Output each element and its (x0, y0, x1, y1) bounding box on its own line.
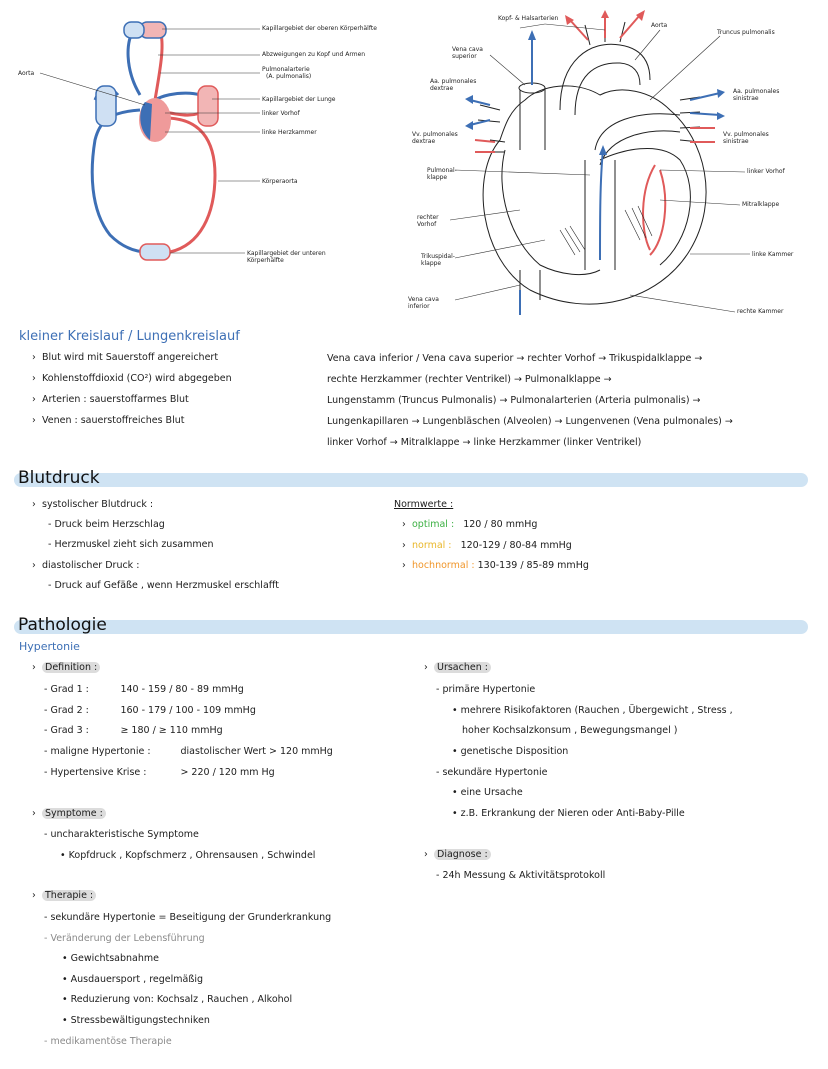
label-rechter-vorhof: rechter Vorhof (417, 214, 439, 228)
kreislauf-bullet: › Arterien : sauerstoffarmes Blut (32, 394, 189, 405)
kreislauf-title: kleiner Kreislauf / Lungenkreislauf (19, 329, 240, 344)
sys-item: - Druck beim Herzschlag (48, 519, 165, 530)
label-heart-aorta: Aorta (651, 22, 668, 29)
label-kapillar-unten: Kapillargebiet der unteren Körperhälfte (247, 250, 326, 264)
sekundaer-item: - sekundäre Hypertonie (436, 767, 548, 778)
heart-diagram (0, 0, 828, 330)
label-vv-pulm-dext: Vv. pulmonales dextrae (412, 131, 458, 145)
ursachen-heading: › Ursachen : (424, 662, 491, 673)
therapie-item: - sekundäre Hypertonie = Beseitigung der Grunderkrankung (44, 912, 332, 923)
label-vena-cava-sup: Vena cava superior (452, 46, 483, 60)
normwert-optimal: › optimal : 120 / 80 mmHg (402, 519, 538, 530)
label-rechte-kammer: rechte Kammer (737, 308, 784, 315)
pathologie-title: Pathologie (18, 615, 107, 635)
flow-line: Lungenkapillaren → Lungenbläschen (Alveolen) → Lungenvenen (Vena pulmonales) → (327, 416, 733, 427)
label-vena-cava-inf: Vena cava inferior (408, 296, 439, 310)
definition-row: - maligne Hypertonie : diastolischer Wert > 120 mmHg (44, 746, 333, 757)
diagnose-item: - 24h Messung & Aktivitätsprotokoll (436, 870, 606, 881)
flow-line: Lungenstamm (Truncus Pulmonalis) → Pulmonalarterien (Arteria pulmonalis) → (327, 395, 701, 406)
pathologie-band (14, 620, 808, 634)
label-kopf-hals: Kopf- & Halsarterien (498, 15, 559, 22)
label-koerperaorta: Körperaorta (262, 178, 298, 185)
primaer-sub: • mehrere Risikofaktoren (Rauchen , Übergewicht , Stress , (452, 705, 733, 716)
flow-line: Vena cava inferior / Vena cava superior → rechter Vorhof → Trikuspidalklappe → (327, 353, 703, 364)
therapie-sub: • Ausdauersport , regelmäßig (62, 974, 203, 985)
label-aa-pulm-sin: Aa. pulmonales sinistrae (733, 88, 780, 102)
primaer-sub-cont: hoher Kochsalzkonsum , Bewegungsmangel ) (462, 725, 678, 736)
primaer-item: - primäre Hypertonie (436, 684, 536, 695)
sekundaer-sub: • z.B. Erkrankung der Nieren oder Anti-Baby-Pille (452, 808, 685, 819)
therapie-sub: • Stressbewältigungstechniken (62, 1015, 210, 1026)
label-heart-linker-vorhof: linker Vorhof (747, 168, 785, 175)
label-linke-kammer: linke Kammer (752, 251, 794, 258)
sekundaer-sub: • eine Ursache (452, 787, 523, 798)
label-kapillar-oben: Kapillargebiet der oberen Körperhälfte (262, 25, 377, 32)
kreislauf-bullet: › Blut wird mit Sauerstoff angereichert (32, 352, 219, 363)
dia-item: - Druck auf Gefäße , wenn Herzmuskel erschlafft (48, 580, 280, 591)
definition-row: - Grad 2 : 160 - 179 / 100 - 109 mmHg (44, 705, 256, 716)
blutdruck-band (14, 473, 808, 487)
label-pulmonalklappe: Pulmonal- klappe (427, 167, 457, 181)
symptome-item: - uncharakteristische Symptome (44, 829, 199, 840)
definition-row: - Hypertensive Krise : > 220 / 120 mm Hg (44, 767, 275, 778)
label-vv-pulm-sin: Vv. pulmonales sinistrae (723, 131, 769, 145)
normwert-normal: › normal : 120-129 / 80-84 mmHg (402, 540, 572, 551)
label-kapillar-lunge: Kapillargebiet der Lunge (262, 96, 336, 103)
label-pulmonalarterie: Pulmonalarterie (262, 66, 310, 73)
therapie-sub: • Gewichtsabnahme (62, 953, 159, 964)
diastolisch-heading: › diastolischer Druck : (32, 560, 140, 571)
normwert-hochnormal: › hochnormal : 130-139 / 85-89 mmHg (402, 560, 589, 571)
therapie-item: - medikamentöse Therapie (44, 1036, 172, 1047)
symptome-heading: › Symptome : (32, 808, 106, 819)
flow-line: linker Vorhof → Mitralklappe → linke Herzkammer (linker Ventrikel) (327, 437, 642, 448)
sys-item: - Herzmuskel zieht sich zusammen (48, 539, 214, 550)
label-truncus: Truncus pulmonalis (717, 29, 775, 36)
systolisch-heading: › systolischer Blutdruck : (32, 499, 154, 510)
label-pulmonalarterie-sub: (A. pulmonalis) (266, 73, 312, 80)
flow-line: rechte Herzkammer (rechter Ventrikel) → Pulmonalklappe → (327, 374, 612, 385)
hypertonie-subtitle: Hypertonie (19, 640, 80, 653)
label-aorta-left: Aorta (18, 70, 35, 77)
label-aa-pulm-dext: Aa. pulmonales dextrae (430, 78, 477, 92)
definition-heading: › Definition : (32, 662, 100, 673)
definition-row: - Grad 1 : 140 - 159 / 80 - 89 mmHg (44, 684, 244, 695)
therapie-heading: › Therapie : (32, 890, 96, 901)
symptome-sub: • Kopfdruck , Kopfschmerz , Ohrensausen , Schwindel (60, 850, 316, 861)
diagnose-heading: › Diagnose : (424, 849, 491, 860)
normwerte-title: Normwerte : (394, 499, 454, 510)
blutdruck-title: Blutdruck (18, 468, 100, 488)
label-trikuspidalklappe: Trikuspidal- klappe (421, 253, 455, 267)
definition-row: - Grad 3 : ≥ 180 / ≥ 110 mmHg (44, 725, 223, 736)
primaer-sub: • genetische Disposition (452, 746, 569, 757)
label-mitralklappe: Mitralklappe (742, 201, 780, 208)
therapie-item: - Veränderung der Lebensführung (44, 933, 205, 944)
kreislauf-bullet: › Venen : sauerstoffreiches Blut (32, 415, 185, 426)
label-linker-vorhof: linker Vorhof (262, 110, 300, 117)
label-abzweigungen: Abzweigungen zu Kopf und Armen (262, 51, 366, 58)
kreislauf-bullet: › Kohlenstoffdioxid (CO²) wird abgegeben (32, 373, 232, 384)
therapie-sub: • Reduzierung von: Kochsalz , Rauchen , Alkohol (62, 994, 293, 1005)
label-linke-herzkammer: linke Herzkammer (262, 129, 317, 136)
